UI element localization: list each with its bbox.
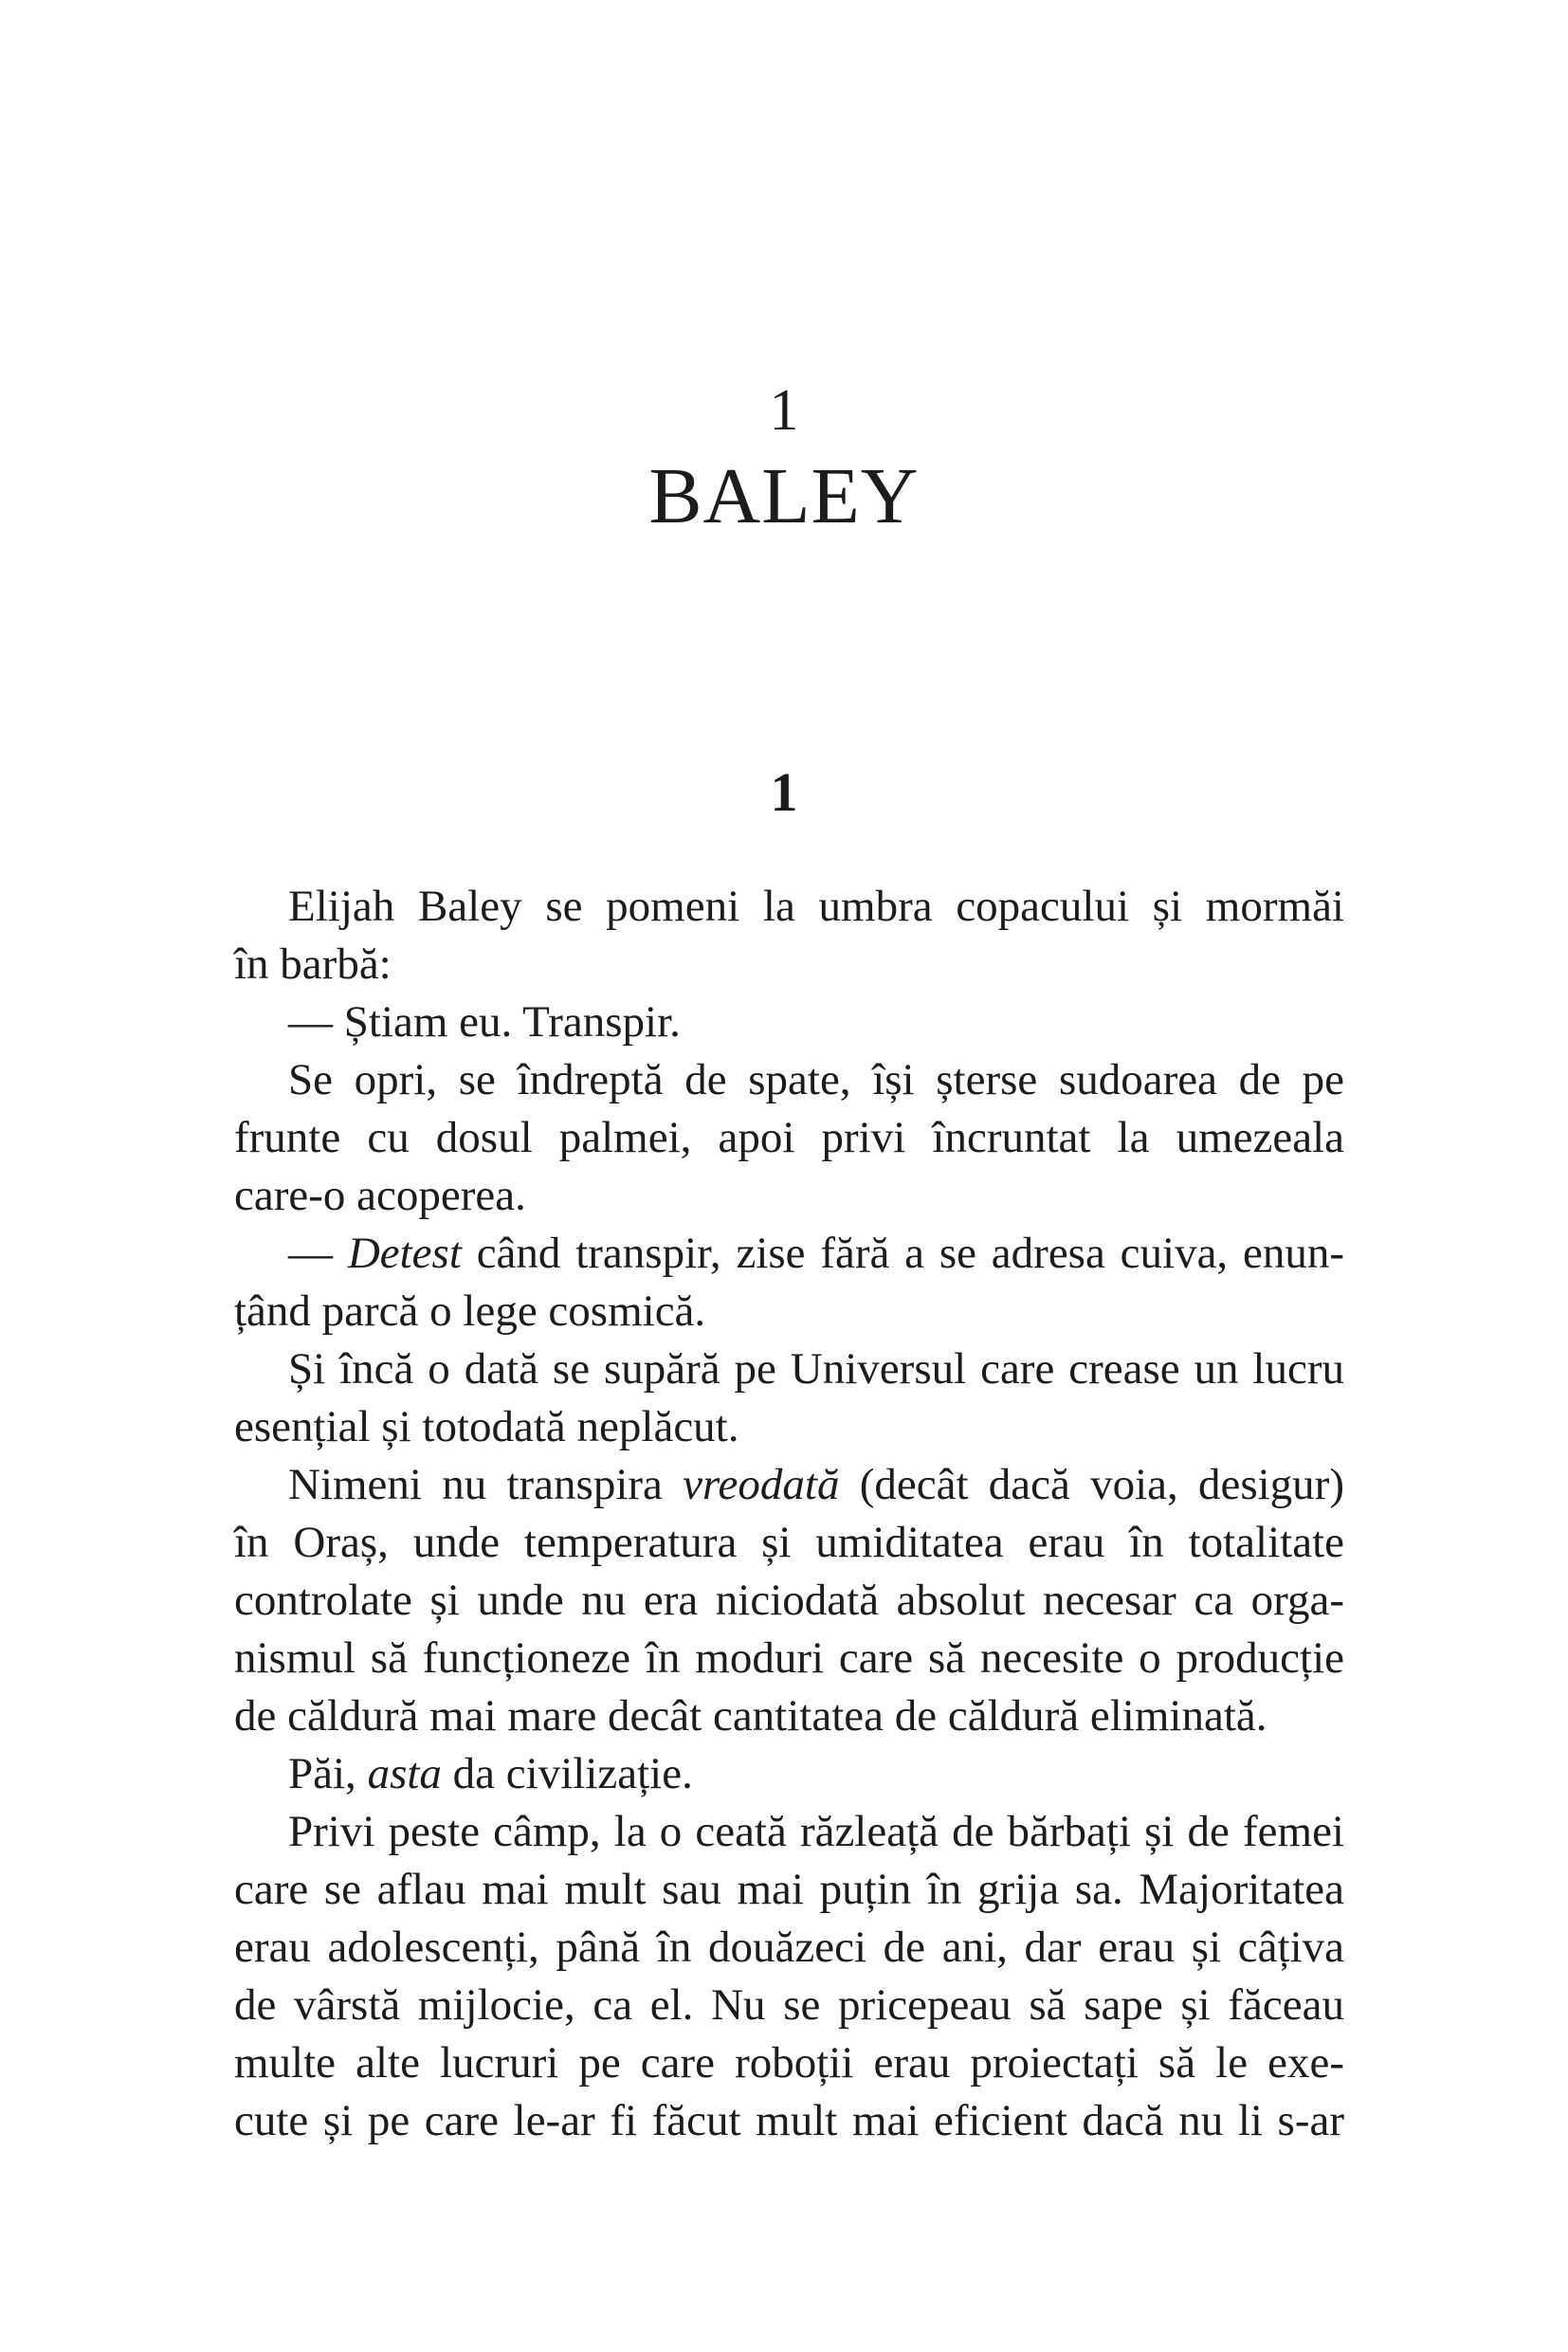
- text-line: [234, 1861, 1344, 1919]
- text-segment: erau adolescenți, până în douăzeci de ani, dar erau și câțiva: [234, 1923, 1344, 1972]
- text-line: [234, 1514, 1344, 1572]
- text-segment: când transpir, zise fără a se adresa cuiva, enun-: [461, 1229, 1344, 1278]
- text-segment: frunte cu dosul palmei, apoi privi încruntat la umezeala: [234, 1113, 1344, 1162]
- text-segment: care se aflau mai mult sau mai puțin în grija sa. Majoritatea: [234, 1865, 1344, 1914]
- text-segment: de vârstă mijlocie, ca el. Nu se pricepeau să sape și făceau: [234, 1980, 1344, 2030]
- text-segment: multe alte lucruri pe care roboții erau proiectați să le exe-: [234, 2038, 1344, 2088]
- text-segment: în barbă:: [234, 939, 392, 989]
- text-line: [234, 1572, 1344, 1630]
- text-line: [234, 936, 1344, 994]
- text-line: [234, 994, 1344, 1051]
- italic-text-segment: Detest: [347, 1229, 462, 1278]
- text-line: [234, 1630, 1344, 1687]
- italic-text-segment: vreodată: [683, 1460, 840, 1509]
- text-line: [234, 1340, 1344, 1398]
- text-segment: Păi,: [288, 1749, 368, 1798]
- text-line: [234, 1687, 1344, 1745]
- text-line: [234, 1919, 1344, 1977]
- text-line: [234, 878, 1344, 936]
- text-line: [234, 1803, 1344, 1861]
- text-line: [234, 1283, 1344, 1340]
- text-line: [234, 1745, 1344, 1803]
- text-segment: Nimeni nu transpira: [288, 1460, 684, 1509]
- text-line: [234, 2034, 1344, 2092]
- text-segment: de căldură mai mare decât cantitatea de căldură eliminată.: [234, 1691, 1267, 1741]
- text-segment: Se opri, se îndreptă de spate, își șterse sudoarea de pe: [288, 1055, 1344, 1104]
- text-segment: țând parcă o lege cosmică.: [234, 1286, 706, 1336]
- section-number: 1: [770, 761, 798, 823]
- text-line: [234, 1398, 1344, 1456]
- text-segment: Elijah Baley se pomeni la umbra copacului și mormăi: [288, 882, 1344, 931]
- page-body: [234, 878, 1344, 2150]
- text-line: [234, 1977, 1344, 2034]
- text-line: [234, 1109, 1344, 1167]
- text-segment: nismul să funcționeze în moduri care să necesite o producție: [234, 1633, 1344, 1683]
- chapter-title: BALEY: [648, 452, 920, 540]
- text-segment: (decât dacă voia, desigur): [839, 1460, 1344, 1509]
- text-line: [234, 1456, 1344, 1514]
- text-segment: care-o acoperea.: [234, 1171, 526, 1220]
- chapter-number: 1: [769, 378, 799, 443]
- text-line: [234, 1051, 1344, 1109]
- text-segment: Privi peste câmp, la o ceată răzleață de bărbați și de femei: [288, 1807, 1344, 1856]
- text-line: [234, 1225, 1344, 1283]
- text-segment: Și încă o dată se supără pe Universul care crease un lucru: [288, 1344, 1344, 1394]
- text-line: [234, 1167, 1344, 1225]
- text-segment: da civilizație.: [441, 1749, 693, 1798]
- text-line: [234, 2092, 1344, 2150]
- text-segment: cute și pe care le-ar fi făcut mult mai eficient dacă nu li s-ar: [234, 2096, 1344, 2145]
- text-segment: —: [288, 1229, 348, 1278]
- italic-text-segment: asta: [367, 1749, 442, 1798]
- text-segment: esențial și totodată neplăcut.: [234, 1402, 739, 1451]
- text-segment: — Știam eu. Transpir.: [288, 997, 681, 1047]
- text-segment: în Oraș, unde temperatura și umiditatea erau în totalitate: [234, 1518, 1344, 1567]
- text-segment: controlate și unde nu era niciodată absolut necesar ca orga-: [234, 1576, 1344, 1625]
